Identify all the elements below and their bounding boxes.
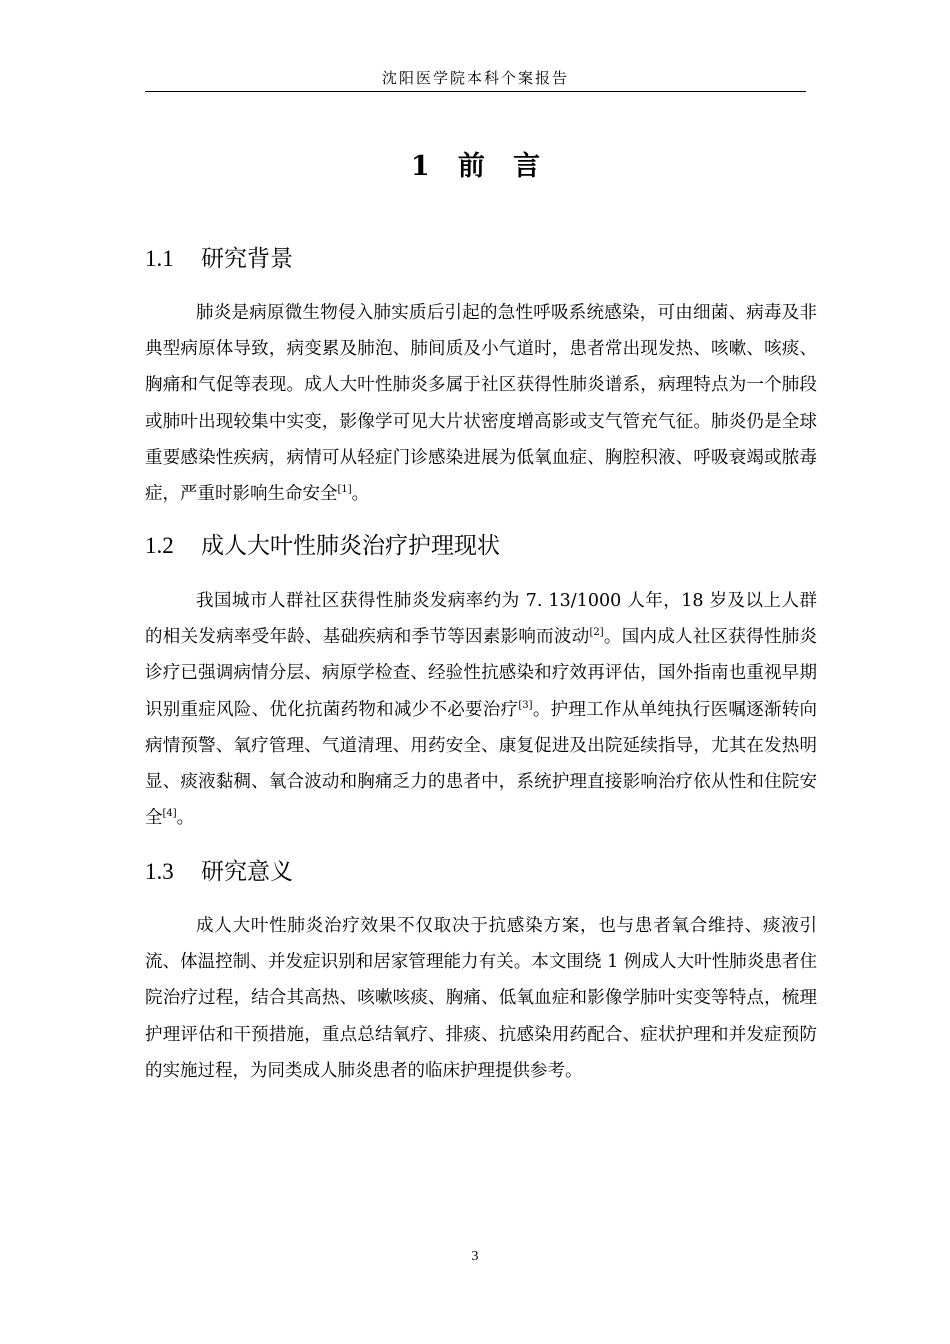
- paragraph-text: 。护理工作从单纯执行医嘱逐渐转向病情预警、氧疗管理、气道清理、用药安全、康复促进及出院延续指导，尤其在发热明显、痰液黏稠、氧合波动和胸痛乏力的患者中，系统护理直接影响治疗依从性和住院安全: [145, 699, 818, 829]
- section-number: 1.1: [145, 246, 174, 271]
- citation-ref: [1]: [337, 484, 352, 496]
- citation-ref: [4]: [162, 808, 177, 820]
- running-header: 沈阳医学院本科个案报告: [381, 69, 569, 87]
- paragraph-text: 成人大叶性肺炎治疗效果不仅取决于抗感染方案，也与患者氧合维持、痰液引流、体温控制、并发症识别和居家管理能力有关。本文围绕 1 例成人大叶性肺炎患者住院治疗过程，结合其高热、咳嗽咳痰、胸痛、低氧血症和影像学肺叶实变等特点，梳理护理评估和干预措施，重点总结氧疗、排痰、抗感染用药配合、症状护理和并发症预防的实施过程，为同类成人肺炎患者的临床护理提供参考。: [145, 916, 817, 1081]
- citation-ref: [3]: [518, 699, 533, 711]
- paragraph-text: 。: [176, 808, 195, 829]
- paragraph-background: [145, 295, 817, 512]
- section-heading-1-3: [145, 856, 293, 888]
- paragraph-text: 我国城市人群社区获得性肺炎发病率约为 7. 13/1000 人年，18 岁及以上人群的相关发病率受年龄、基础疾病和季节等因素影响而波动: [145, 591, 817, 648]
- section-heading-1-2: [145, 530, 500, 562]
- paragraph-status: [145, 583, 817, 836]
- chapter-title: 1 前 言: [410, 151, 541, 182]
- citation-ref: [2]: [589, 627, 604, 639]
- section-heading-1-1: [145, 243, 293, 275]
- page-number: 3: [471, 1249, 479, 1264]
- section-number: 1.3: [145, 859, 174, 884]
- section-title: 成人大叶性肺炎治疗护理现状: [201, 533, 500, 559]
- paragraph-text: 。: [351, 484, 370, 505]
- section-title: 研究背景: [201, 246, 293, 272]
- header-rule: [145, 91, 806, 92]
- paragraph-text: 肺炎是病原微生物侵入肺实质后引起的急性呼吸系统感染，可由细菌、病毒及非典型病原体导致，病变累及肺泡、肺间质及小气道时，患者常出现发热、咳嗽、咳痰、胸痛和气促等表现。成人大叶性肺炎多属于社区获得性肺炎谱系，病理特点为一个肺段或肺叶出现较集中实变，影像学可见大片状密度增高影或支气管充气征。肺炎仍是全球重要感染性疾病，病情可从轻症门诊感染进展为低氧血症、胸腔积液、呼吸衰竭或脓毒症，严重时影响生命安全: [145, 303, 817, 505]
- paragraph-text: 。国内成人社区获得性肺炎诊疗已强调病情分层、病原学检查、经验性抗感染和疗效再评估，国外指南也重视早期识别重症风险、优化抗菌药物和减少不必要治疗: [145, 627, 818, 720]
- section-title: 研究意义: [201, 859, 293, 885]
- paragraph-significance: [145, 908, 817, 1089]
- section-number: 1.2: [145, 533, 174, 558]
